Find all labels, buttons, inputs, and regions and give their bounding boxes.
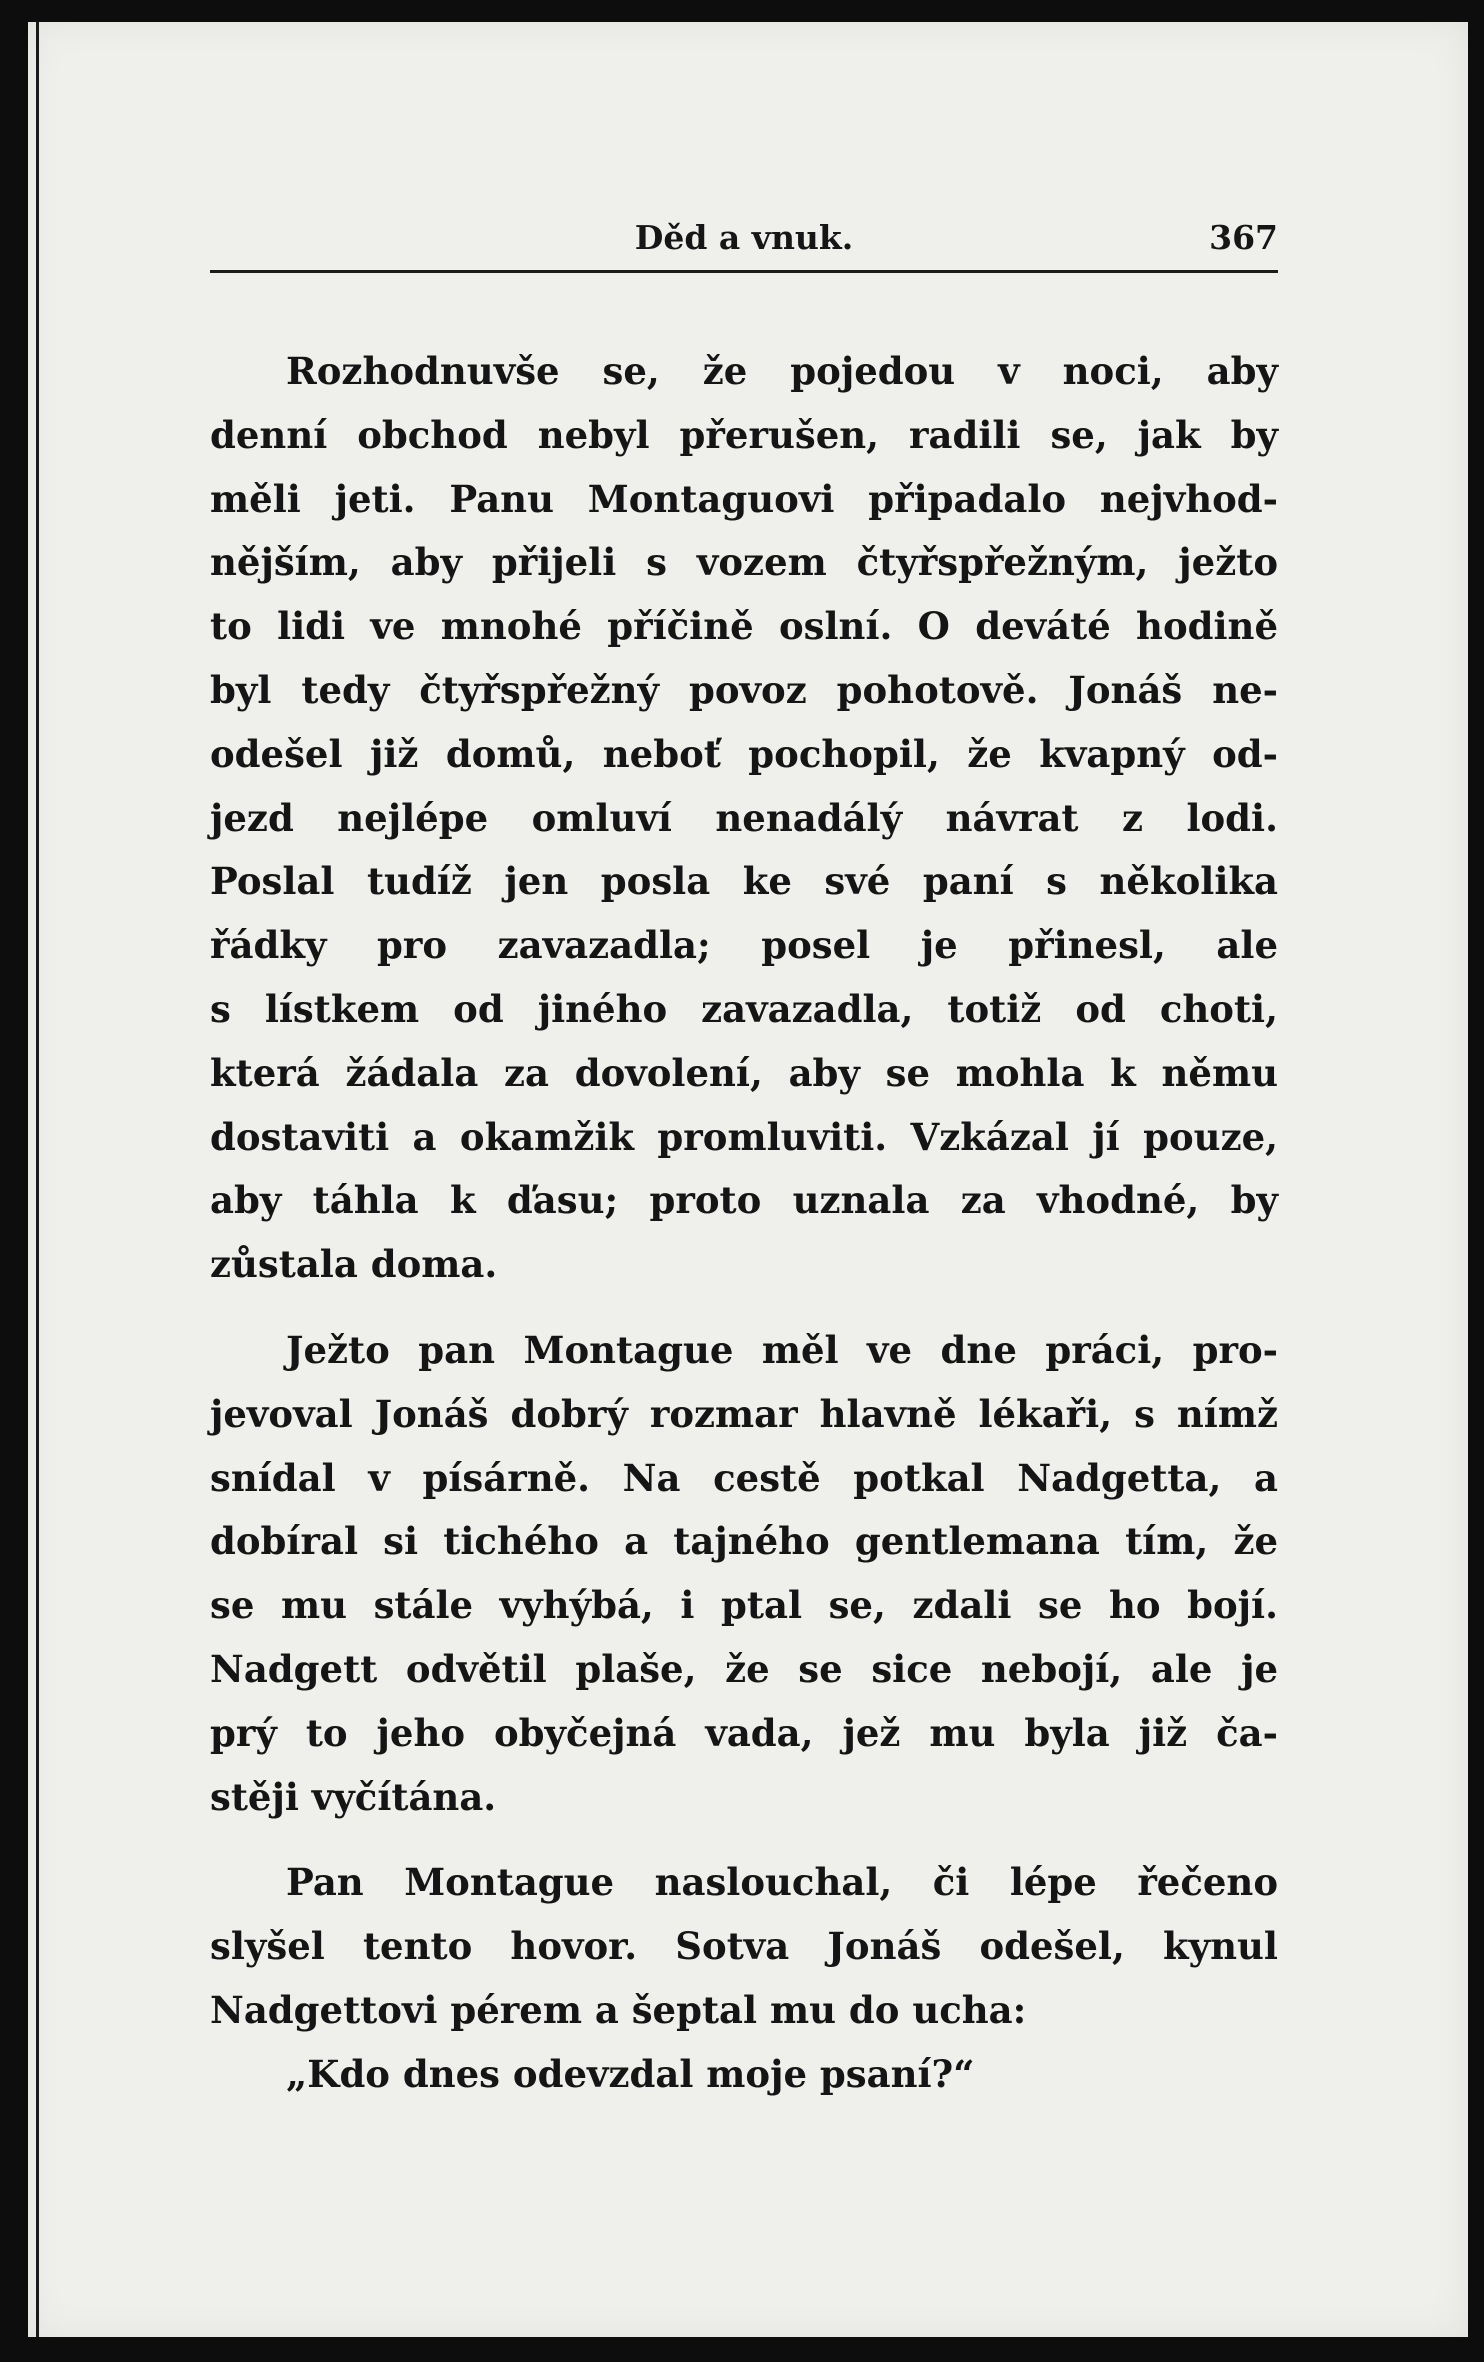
text-line: Ježto pan Montague měl ve dne práci, pro- — [286, 1327, 1278, 1372]
text-line: dostaviti a okamžik promluviti. Vzkázal jí pouze, — [210, 1114, 1278, 1159]
text-line: prý to jeho obyčejná vada, jež mu byla již ča- — [210, 1710, 1278, 1755]
text-line: slyšel tento hovor. Sotva Jonáš odešel, kynul — [210, 1924, 1278, 1969]
text-line: „Kdo dnes odevzdal moje psaní?“ — [286, 2051, 975, 2096]
binding-edge — [36, 22, 39, 2337]
text-line: zůstala doma. — [210, 1242, 498, 1287]
text-line: která žádala za dovolení, aby se mohla k němu — [210, 1050, 1278, 1095]
paragraph-1 — [210, 340, 1278, 1297]
text-line: Poslal tudíž jen posla ke své paní s několika — [210, 859, 1278, 904]
page-number: 367 — [1209, 218, 1278, 257]
text-line: denní obchod nebyl přerušen, radili se, jak by — [210, 412, 1278, 457]
text-line: dobíral si tichého a tajného gentlemana tím, že — [210, 1519, 1278, 1564]
running-header — [210, 218, 1278, 273]
paragraph-4 — [210, 2043, 1278, 2107]
text-line: Pan Montague naslouchal, či lépe řečeno — [286, 1860, 1278, 1905]
text-line: s lístkem od jiného zavazadla, totiž od choti, — [210, 986, 1278, 1031]
text-line: aby táhla k ďasu; proto uznala za vhodné, by — [210, 1178, 1278, 1223]
body-text — [210, 340, 1278, 2107]
text-line: řádky pro zavazadla; posel je přinesl, ale — [210, 923, 1278, 968]
text-line: Nadgettovi pérem a šeptal mu do ucha: — [210, 1987, 1027, 2032]
text-line: byl tedy čtyřspřežný povoz pohotově. Jonáš ne- — [210, 667, 1278, 712]
text-line: jezd nejlépe omluví nenadálý návrat z lodi. — [210, 795, 1278, 840]
text-line: to lidi ve mnohé příčině oslní. O deváté hodině — [210, 604, 1278, 649]
text-line: měli jeti. Panu Montaguovi připadalo nejvhod- — [210, 476, 1278, 521]
paragraph-3 — [210, 1851, 1278, 2042]
page-sheet — [28, 22, 1468, 2337]
text-line: se mu stále vyhýbá, i ptal se, zdali se ho bojí. — [210, 1583, 1278, 1628]
text-line: jevoval Jonáš dobrý rozmar hlavně lékaři, s nímž — [210, 1391, 1278, 1436]
text-line: Nadgett odvětil plaše, že se sice nebojí, ale je — [210, 1646, 1278, 1691]
text-line: stěji vyčítána. — [210, 1774, 497, 1819]
paragraph-2 — [210, 1319, 1278, 1829]
text-line: Rozhodnuvše se, že pojedou v noci, aby — [286, 349, 1278, 393]
text-line: odešel již domů, neboť pochopil, že kvapný od- — [210, 731, 1278, 776]
text-line: nějším, aby přijeli s vozem čtyřspřežným, ježto — [210, 540, 1278, 585]
text-line: snídal v písárně. Na cestě potkal Nadgetta, a — [210, 1455, 1278, 1500]
running-title: Děd a vnuk. — [634, 218, 854, 257]
